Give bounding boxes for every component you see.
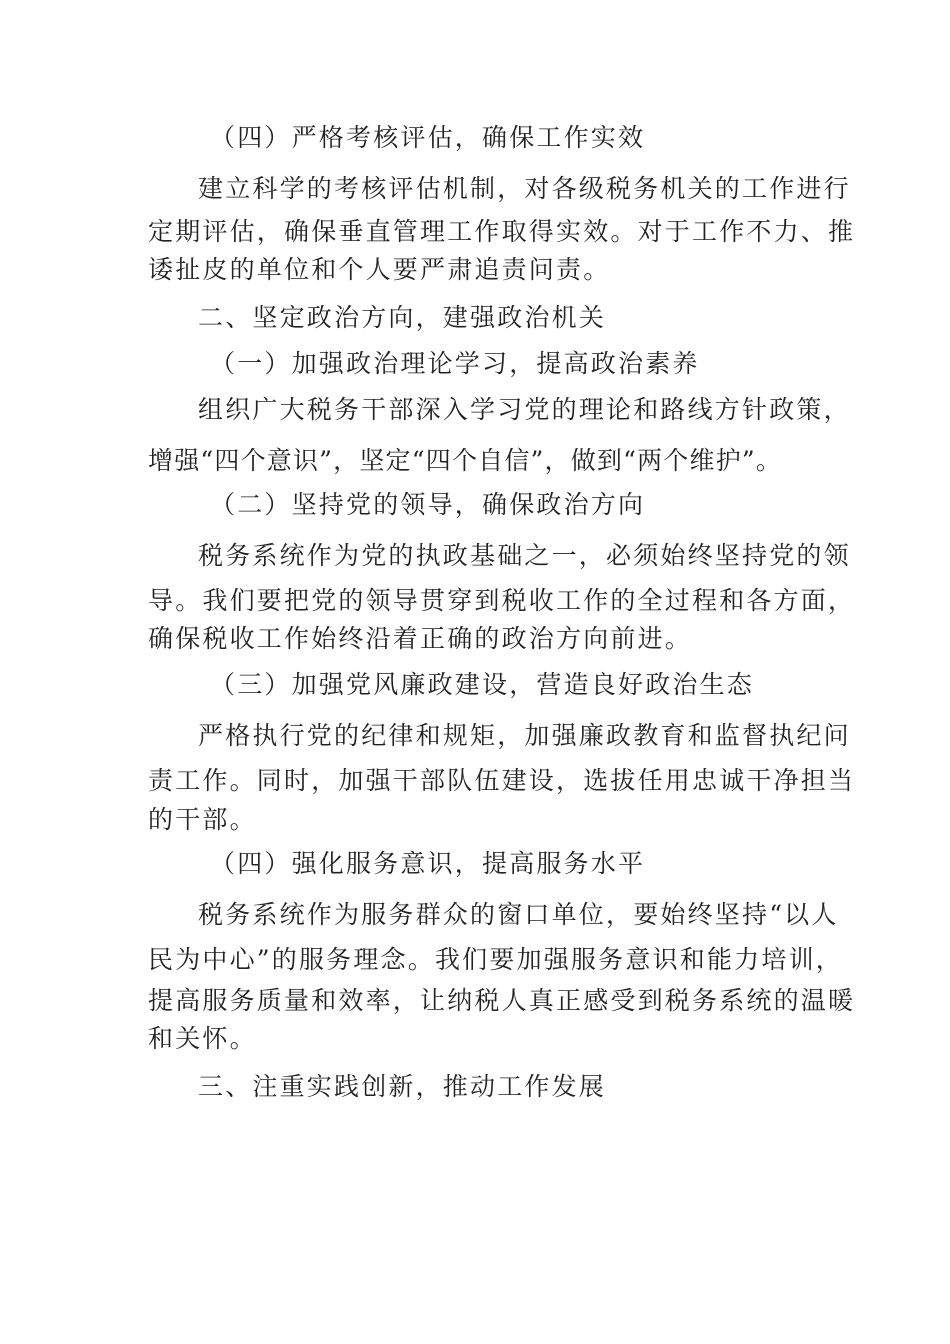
paragraph-line: 的干部。 xyxy=(148,805,257,834)
paragraph-line: 诿扯皮的单位和个人要严肃追责问责。 xyxy=(148,255,611,284)
subheading-4-service: （四）强化服务意识，提高服务水平 xyxy=(210,849,646,878)
subheading-2-party-leadership: （二）坚持党的领导，确保政治方向 xyxy=(210,490,646,519)
paragraph-line: 导。我们要把党的领导贯穿到税收工作的全过程和各方面， xyxy=(148,586,856,615)
subheading-3-clean-governance: （三）加强党风廉政建设，营造良好政治生态 xyxy=(210,670,755,699)
paragraph-line: 增强“四个意识”，坚定“四个自信”，做到“两个维护”。 xyxy=(148,446,783,475)
paragraph-line: 确保税收工作始终沿着正确的政治方向前进。 xyxy=(148,624,693,653)
section-heading-3: 三、注重实践创新，推动工作发展 xyxy=(198,1072,607,1101)
paragraph-line: 严格执行党的纪律和规矩，加强廉政教育和监督执纪问 xyxy=(198,721,851,750)
paragraph-line: 民为中心”的服务理念。我们要加强服务意识和能力培训， xyxy=(148,945,843,974)
paragraph-line: 建立科学的考核评估机制，对各级税务机关的工作进行 xyxy=(198,174,851,203)
paragraph-line: 提高服务质量和效率，让纳税人真正感受到税务系统的温暖 xyxy=(148,986,856,1015)
paragraph-line: 组织广大税务干部深入学习党的理论和路线方针政策， xyxy=(198,395,851,424)
paragraph-line: 定期评估，确保垂直管理工作取得实效。对于工作不力、推 xyxy=(148,217,856,246)
paragraph-line: 和关怀。 xyxy=(148,1024,257,1053)
paragraph-line: 责工作。同时，加强干部队伍建设，选拔任用忠诚干净担当 xyxy=(148,766,856,795)
subheading-4-assessment: （四）严格考核评估，确保工作实效 xyxy=(210,123,646,152)
section-heading-2: 二、坚定政治方向，建强政治机关 xyxy=(198,303,607,332)
paragraph-line: 税务系统作为党的执政基础之一，必须始终坚持党的领 xyxy=(198,541,851,570)
paragraph-line: 税务系统作为服务群众的窗口单位，要始终坚持“以人 xyxy=(198,900,839,929)
subheading-1-political-theory: （一）加强政治理论学习，提高政治素养 xyxy=(210,349,700,378)
